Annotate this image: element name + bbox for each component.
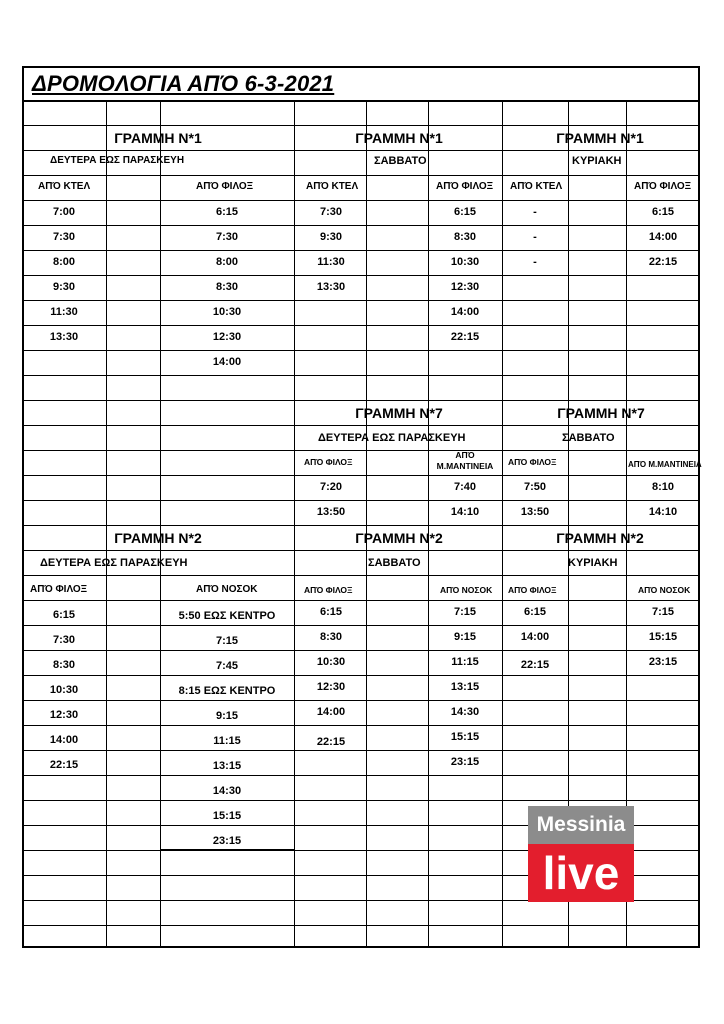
- line7-weekday-col-b-1: ΑΠΌ: [455, 450, 475, 460]
- time-cell: 12:30: [212, 331, 242, 343]
- grid-row-line: [22, 800, 700, 801]
- line1-weekday-col-a: ΑΠΌ ΚΤΕΛ: [38, 181, 91, 192]
- grid-column-line: [428, 101, 429, 948]
- time-cell: 13:15: [212, 760, 242, 772]
- line7-weekday-days: ΔΕΥΤΕΡΑ ΕΩΣ ΠΑΡΑΣΚΕΥΗ: [318, 432, 466, 444]
- time-cell: 15:15: [212, 810, 242, 822]
- time-cell: 11:15: [213, 735, 241, 747]
- time-cell: 6:15: [453, 206, 477, 218]
- time-cell: 13:50: [520, 506, 550, 518]
- time-cell: 7:15: [453, 606, 477, 618]
- page-title: ΔΡΟΜΟΛΟΓΙΑ ΑΠΌ 6-3-2021: [32, 71, 335, 96]
- grid-row-line: [22, 425, 700, 426]
- time-cell: 9:30: [52, 281, 76, 293]
- time-cell: 22:15: [316, 736, 346, 748]
- grid-row-line: [22, 300, 700, 301]
- line1-sunday-col-b: ΑΠΌ ΦΙΛΟΞ: [634, 181, 692, 192]
- time-cell: 22:15: [450, 331, 480, 343]
- grid-row-line: [22, 325, 700, 326]
- time-cell: 9:30: [319, 231, 343, 243]
- time-cell: 23:15: [212, 835, 242, 847]
- time-cell: -: [533, 231, 537, 243]
- time-cell: 7:45: [215, 660, 239, 672]
- time-cell: 14:00: [450, 306, 480, 318]
- time-cell: 15:15: [648, 631, 678, 643]
- line2-saturday-col-b: ΑΠΌ ΝΟΣΟΚ: [440, 585, 493, 595]
- line1-saturday-col-a: ΑΠΌ ΚΤΕΛ: [306, 181, 359, 192]
- time-cell: 22:15: [49, 759, 79, 771]
- time-cell: 15:15: [450, 731, 480, 743]
- time-cell: 8:30: [319, 631, 343, 643]
- time-cell: 9:15: [215, 710, 239, 722]
- grid-row-line: [22, 550, 700, 551]
- time-cell: 8:00: [215, 256, 239, 268]
- grid-row-line: [22, 700, 700, 701]
- time-cell: 7:50: [523, 481, 547, 493]
- line2-weekday-col-a: ΑΠΌ ΦΙΛΟΞ: [30, 584, 88, 595]
- grid-row-line: [22, 750, 700, 751]
- logo-bottom-band: [528, 844, 634, 902]
- grid-row-line: [22, 125, 700, 126]
- logo-bottom-text: live: [542, 847, 620, 899]
- time-cell: 8:30: [52, 659, 76, 671]
- grid-row-line: [22, 375, 700, 376]
- line1-weekday-days: ΔΕΥΤΕΡΑ ΕΩΣ ΠΑΡΑΣΚΕΥΗ: [50, 155, 185, 166]
- grid-row-line: [22, 225, 700, 226]
- time-cell: 8:15 ΕΩΣ ΚΕΝΤΡΟ: [178, 685, 276, 697]
- line7-saturday-col-a: ΑΠΌ ΦΙΛΟΞ: [508, 457, 557, 467]
- grid-row-line: [22, 101, 700, 102]
- logo-top-text: Messinia: [536, 813, 626, 836]
- line2-weekday-days: ΔΕΥΤΕΡΑ ΕΩΣ ΠΑΡΑΣΚΕΥΗ: [40, 557, 188, 569]
- time-cell: 5:50 ΕΩΣ ΚΕΝΤΡΟ: [178, 610, 276, 622]
- time-cell: 14:00: [49, 734, 79, 746]
- time-cell: 6:15: [215, 206, 239, 218]
- time-cell: 8:10: [651, 481, 675, 493]
- grid-row-line: [22, 925, 700, 926]
- grid-row-line: [22, 150, 700, 151]
- grid-row-line: [22, 650, 700, 651]
- time-cell: 14:00: [520, 631, 550, 643]
- line7-saturday-title: ΓΡΑΜΜΗ Ν*7: [557, 405, 645, 421]
- title-row: [22, 66, 700, 101]
- time-cell: 14:00: [212, 356, 242, 368]
- line1-weekday-title: ΓΡΑΜΜΗ Ν*1: [114, 130, 202, 146]
- line2-saturday-days: ΣΑΒΒΑΤΟ: [368, 557, 421, 569]
- grid-row-line: [22, 525, 700, 526]
- grid-column-line: [366, 101, 367, 948]
- time-cell: 6:15: [523, 606, 547, 618]
- grid-row-line: [22, 250, 700, 251]
- time-cell: 22:15: [520, 659, 550, 671]
- line1-saturday-title: ΓΡΑΜΜΗ Ν*1: [355, 130, 443, 146]
- time-cell: -: [533, 206, 537, 218]
- time-cell: 7:30: [215, 231, 239, 243]
- time-cell: 12:30: [316, 681, 346, 693]
- time-cell: 10:30: [212, 306, 242, 318]
- time-cell: 22:15: [648, 256, 678, 268]
- grid-row-line: [22, 575, 700, 576]
- time-cell: 7:30: [319, 206, 343, 218]
- time-cell: 14:00: [316, 706, 346, 718]
- time-cell: 7:15: [215, 635, 239, 647]
- line1-saturday-days: ΣΑΒΒΑΤΟ: [374, 155, 427, 167]
- line1-sunday-col-a: ΑΠΌ ΚΤΕΛ: [510, 181, 563, 192]
- grid-row-line: [22, 500, 700, 501]
- time-cell: 13:30: [49, 331, 79, 343]
- line1-weekday-col-b: ΑΠΌ ΦΙΛΟΞ: [196, 181, 254, 192]
- time-cell: 11:30: [50, 306, 78, 318]
- time-cell: 6:15: [319, 606, 343, 618]
- messinia-live-logo: [528, 806, 634, 902]
- line2-weekday-col-b: ΑΠΌ ΝΟΣΟΚ: [196, 584, 258, 595]
- time-cell: 13:30: [316, 281, 346, 293]
- time-cell: 14:10: [648, 506, 678, 518]
- grid-row-line: [22, 725, 700, 726]
- time-cell: 23:15: [648, 656, 678, 668]
- grid-row-line: [22, 475, 700, 476]
- line2-saturday-col-a: ΑΠΌ ΦΙΛΟΞ: [304, 585, 353, 595]
- line1-sunday-title: ΓΡΑΜΜΗ Ν*1: [556, 130, 644, 146]
- time-cell: 11:15: [451, 656, 479, 668]
- grid-row-line: [22, 450, 700, 451]
- line7-saturday-col-b: ΑΠΌ Μ.ΜΑΝΤΙΝΕΙΑ: [628, 460, 702, 469]
- time-cell: 7:00: [52, 206, 76, 218]
- grid-row-line: [22, 625, 700, 626]
- line2-saturday-title: ΓΡΑΜΜΗ Ν*2: [355, 530, 443, 546]
- time-cell: 6:15: [651, 206, 675, 218]
- time-cell: 12:30: [49, 709, 79, 721]
- time-cell: 11:30: [317, 256, 345, 268]
- grid-row-line: [22, 275, 700, 276]
- line7-weekday-title: ΓΡΑΜΜΗ Ν*7: [355, 405, 443, 421]
- time-cell: 7:30: [52, 231, 76, 243]
- grid-column-line: [294, 101, 295, 948]
- time-cell: 13:50: [316, 506, 346, 518]
- line2-sunday-col-a: ΑΠΌ ΦΙΛΟΞ: [508, 585, 557, 595]
- time-cell: 7:30: [52, 634, 76, 646]
- logo-top-band: [528, 806, 634, 844]
- time-cell: 8:30: [453, 231, 477, 243]
- grid-row-line: [22, 350, 700, 351]
- time-cell: 7:40: [453, 481, 477, 493]
- time-cell: 7:20: [319, 481, 343, 493]
- grid-column-line: [502, 101, 503, 948]
- line1-sunday-days: ΚΥΡΙΑΚΗ: [572, 155, 622, 167]
- time-cell: 14:30: [450, 706, 480, 718]
- time-cell: 7:15: [651, 606, 675, 618]
- time-cell: 14:10: [450, 506, 480, 518]
- time-cell: 12:30: [450, 281, 480, 293]
- grid-row-line: [22, 175, 700, 176]
- line7-weekday-col-a: ΑΠΌ ΦΙΛΟΞ: [304, 457, 353, 467]
- time-cell: 14:30: [212, 785, 242, 797]
- grid-row-line: [22, 600, 700, 601]
- grid-column-line: [106, 101, 107, 948]
- line1-saturday-col-b: ΑΠΌ ΦΙΛΟΞ: [436, 181, 494, 192]
- time-cell: 10:30: [49, 684, 79, 696]
- line7-weekday-col-b-2: Μ.ΜΑΝΤΙΝΕΙΑ: [436, 461, 494, 471]
- line7-saturday-days: ΣΑΒΒΑΤΟ: [562, 432, 615, 444]
- line2-weekday-title: ΓΡΑΜΜΗ Ν*2: [114, 530, 202, 546]
- time-cell: 10:30: [450, 256, 480, 268]
- grid-row-line: [22, 400, 700, 401]
- section-end-line: [160, 849, 294, 851]
- time-cell: 8:30: [215, 281, 239, 293]
- time-cell: 10:30: [316, 656, 346, 668]
- time-cell: 9:15: [453, 631, 477, 643]
- line2-sunday-col-b: ΑΠΌ ΝΟΣΟΚ: [638, 585, 691, 595]
- grid-row-line: [22, 675, 700, 676]
- time-cell: 14:00: [648, 231, 678, 243]
- grid-row-line: [22, 200, 700, 201]
- grid-row-line: [22, 775, 700, 776]
- line2-sunday-title: ΓΡΑΜΜΗ Ν*2: [556, 530, 644, 546]
- line2-sunday-days: ΚΥΡΙΑΚΗ: [568, 557, 618, 569]
- time-cell: 23:15: [450, 756, 480, 768]
- time-cell: -: [533, 256, 537, 268]
- time-cell: 6:15: [52, 609, 76, 621]
- time-cell: 8:00: [52, 256, 76, 268]
- time-cell: 13:15: [450, 681, 480, 693]
